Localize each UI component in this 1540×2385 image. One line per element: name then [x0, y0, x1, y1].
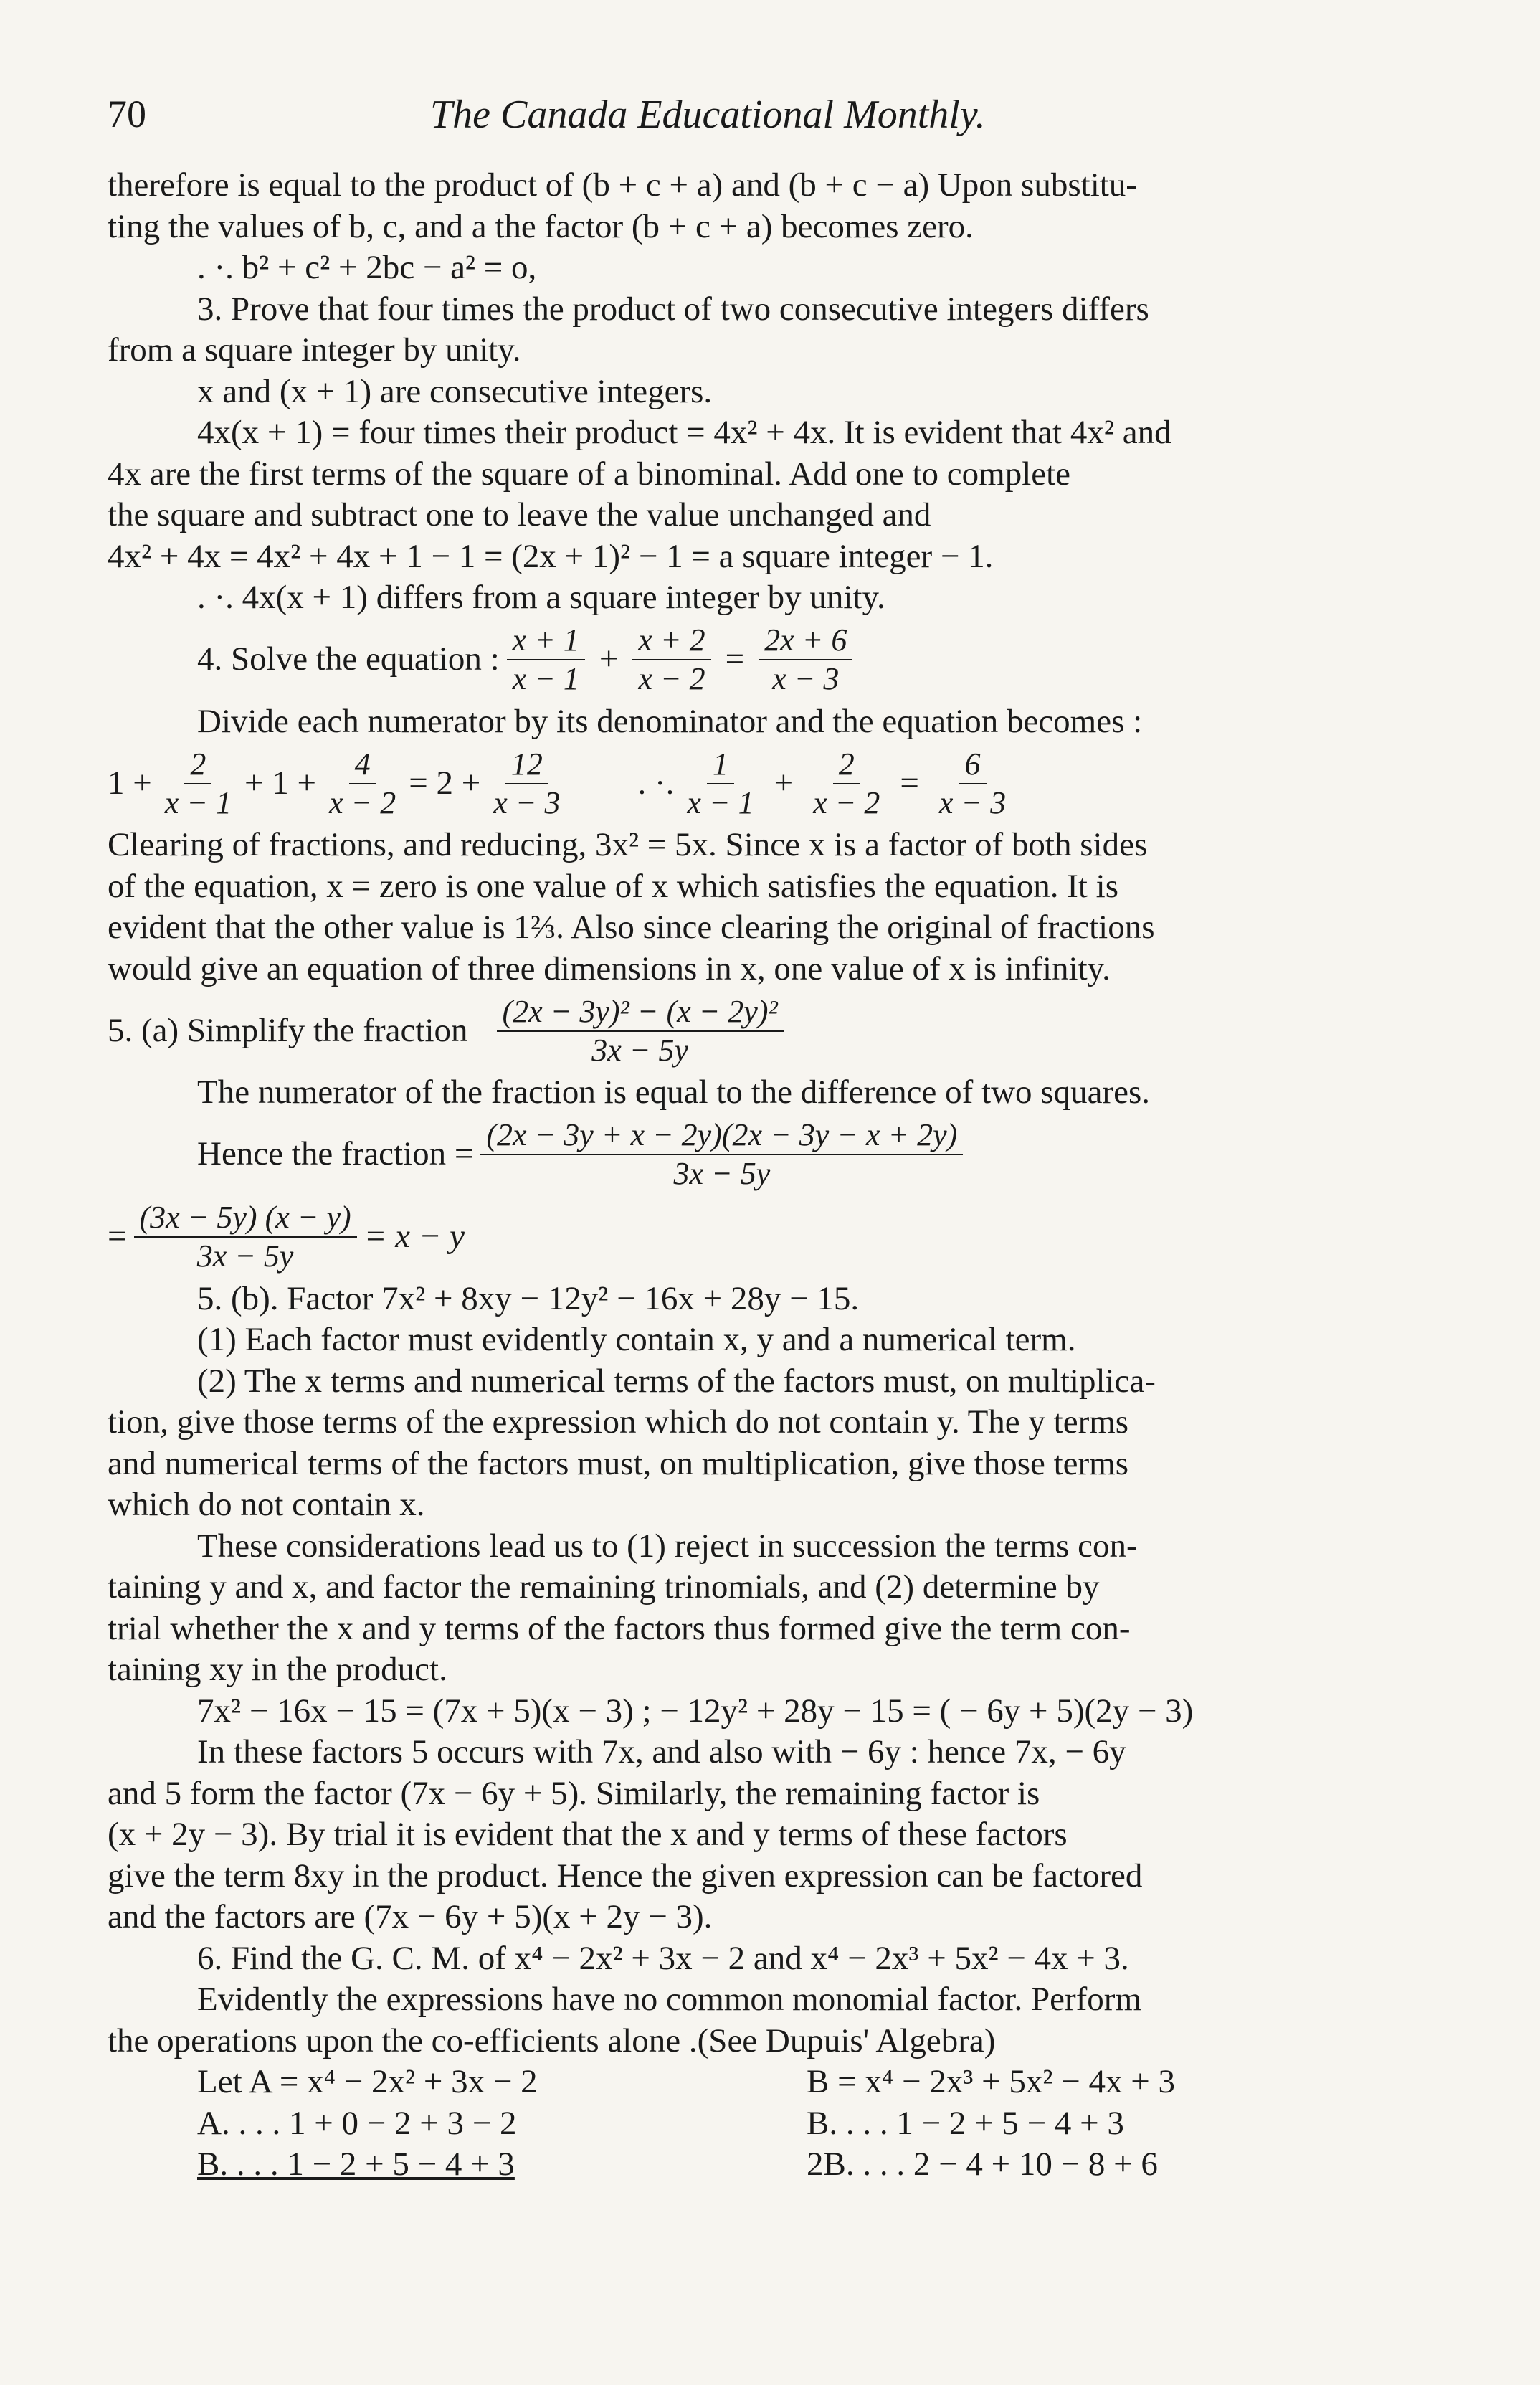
text-line: 4x(x + 1) = four times their product = 4x² + 4x. It is evident that 4x² and — [197, 414, 1171, 451]
text-line: which do not contain x. — [108, 1486, 425, 1523]
problem-3-heading: 3. Prove that four times the product of two consecutive integers differs — [197, 290, 1149, 328]
text-line: 4x² + 4x = 4x² + 4x + 1 − 1 = (2x + 1)² − 1 = a square integer − 1. — [108, 537, 994, 575]
fraction: $\frac{x + 1}{x - 1}$ — [507, 622, 585, 698]
gcm-row — [108, 2062, 1427, 2103]
text-line: trial whether the x and y terms of the factors thus formed give the term con- — [108, 1609, 1131, 1647]
text-line: The numerator of the fraction is equal to the difference of two squares. — [197, 1073, 1150, 1111]
page-number: 70 — [108, 93, 146, 136]
text-line: Clearing of fractions, and reducing, 3x² = 5x. Since x is a factor of both sides — [108, 826, 1148, 863]
text-line: tion, give those terms of the expression which do not contain y. The y terms — [108, 1403, 1129, 1441]
therefore-sign: . ·. — [637, 764, 675, 802]
text-line: the square and subtract one to leave the value unchanged and — [108, 496, 931, 534]
text-line: . ·. b² + c² + 2bc − a² = o, — [197, 249, 537, 286]
page-header — [108, 92, 1432, 142]
text-line: . ·. 4x(x + 1) differs from a square integer by unity. — [197, 579, 885, 616]
text-line: give the term 8xy in the product. Hence the given expression can be factored — [108, 1857, 1143, 1895]
text-line: from a square integer by unity. — [108, 331, 521, 369]
text-line: These considerations lead us to (1) reject in succession the terms con- — [197, 1527, 1138, 1565]
gcm-left: B. . . . 1 − 2 + 5 − 4 + 3 — [197, 2145, 515, 2183]
gcm-right: 2B. . . . 2 − 4 + 10 − 8 + 6 — [807, 2145, 1158, 2183]
equation-4: 4. Solve the equation : $\frac{x + 1}{x - 1}$ + $\frac{x + 2}{x - 2}$ = $\frac{2x + 6}{x - 3}$ — [108, 619, 1427, 701]
equation-label: 5. (a) Simplify the fraction — [108, 1011, 468, 1049]
gcm-row — [108, 2144, 1427, 2186]
gcm-left: A. . . . 1 + 0 − 2 + 3 − 2 — [197, 2104, 517, 2142]
gcm-row — [108, 2103, 1427, 2145]
fraction: $\frac{2}{x - 2}$ — [813, 746, 880, 820]
text-line: ting the values of b, c, and a the factor (b + c + a) becomes zero. — [108, 207, 974, 245]
article-body — [108, 165, 1427, 2186]
problem-5b-heading: 5. (b). Factor 7x² + 8xy − 12y² − 16x + 28y − 15. — [197, 1279, 860, 1317]
problem-6-heading: 6. Find the G. C. M. of x⁴ − 2x² + 3x − 2 and x⁴ − 2x³ + 5x² − 4x + 3. — [197, 1939, 1129, 1977]
equation-4-divided: 1 + $\frac{2}{x - 1}$ + 1 + $\frac{4}{x - 2}$ = 2 + $\frac{12}{x - 3}$ . ·. $\frac{1}{x - 1}$ + $\frac{2}{x - 2}$ = $\frac{6}{x - 3}$ — [108, 742, 1427, 825]
text-line: and 5 form the factor (7x − 6y + 5). Similarly, the remaining factor is — [108, 1774, 1040, 1812]
fraction: $\frac{1}{x - 1}$ — [687, 746, 754, 820]
text-line: 4x are the first terms of the square of a binominal. Add one to complete — [108, 455, 1071, 493]
gcm-left: Let A = x⁴ − 2x² + 3x − 2 — [197, 2063, 538, 2100]
text-line: evident that the other value is 1⅔. Also since clearing the original of fractions — [108, 909, 1155, 946]
simplify-equation — [108, 990, 1427, 1072]
text-line: therefore is equal to the product of (b + c + a) and (b + c − a) Upon substitu- — [108, 166, 1137, 204]
gcm-right: B = x⁴ − 2x³ + 5x² − 4x + 3 — [807, 2063, 1175, 2100]
text-line: taining xy in the product. — [108, 1651, 447, 1688]
text-line: taining y and x, and factor the remaining trinomials, and (2) determine by — [108, 1568, 1100, 1606]
result-equation: = $\frac{(3x - 5y) (x - y)}{3x - 5y}$ = x − y — [108, 1200, 465, 1274]
fraction: $\frac{\text{(2x − 3y)² − (x − 2y)²}}{3x - 5y}$ — [497, 993, 784, 1069]
text-line: 7x² − 16x − 15 = (7x + 5)(x − 3) ; − 12y² + 28y − 15 = ( − 6y + 5)(2y − 3) — [197, 1692, 1194, 1730]
equation-label: 4. Solve the equation : — [197, 640, 500, 678]
text-line: would give an equation of three dimensions in x, one value of x is infinity. — [108, 949, 1111, 987]
text-line: In these factors 5 occurs with 7x, and also with − 6y : hence 7x, − 6y — [197, 1733, 1126, 1770]
equation-label: Hence the fraction = — [197, 1135, 474, 1173]
fraction: $\frac{2}{x - 1}$ — [164, 746, 232, 820]
fraction: $\frac{4}{x - 2}$ — [329, 746, 396, 820]
text-line: and the factors are (7x − 6y + 5)(x + 2y − 3). — [108, 1898, 713, 1935]
fraction: $\frac{(3x - 5y) (x - y)}{3x - 5y}$ — [134, 1199, 357, 1275]
fraction: $\frac{2x + 6}{x - 3}$ — [759, 622, 852, 698]
text-line: x and (x + 1) are consecutive integers. — [197, 372, 713, 410]
hence-equation — [108, 1114, 1427, 1196]
text-line: of the equation, x = zero is one value of x which satisfies the equation. It is — [108, 867, 1119, 905]
fraction: $\frac{12}{x - 3}$ — [493, 746, 561, 820]
gcm-right: B. . . . 1 − 2 + 5 − 4 + 3 — [807, 2104, 1124, 2142]
fraction: $\frac{6}{x - 3}$ — [938, 746, 1007, 820]
text-line: Divide each numerator by its denominator and the equation becomes : — [197, 702, 1143, 740]
text-line: (1) Each factor must evidently contain x, y and a numerical term. — [197, 1321, 1076, 1358]
text-line: Evidently the expressions have no common monomial factor. Perform — [197, 1981, 1142, 2018]
fraction: $\frac{x + 2}{x - 2}$ — [632, 622, 710, 698]
text-line: (2) The x terms and numerical terms of the factors must, on multiplica- — [197, 1362, 1156, 1400]
fraction: $\frac{(2x - 3y + x - 2y)(2x - 3y - x + 2y)}{3x - 5y}$ — [480, 1116, 963, 1192]
journal-title: The Canada Educational Monthly. — [430, 93, 986, 137]
text-line: (x + 2y − 3). By trial it is evident that the x and y terms of these factors — [108, 1816, 1068, 1853]
text-line: the operations upon the co-efficients alone .(See Dupuis' Algebra) — [108, 2021, 996, 2059]
text-line: and numerical terms of the factors must, on multiplication, give those terms — [108, 1444, 1129, 1482]
